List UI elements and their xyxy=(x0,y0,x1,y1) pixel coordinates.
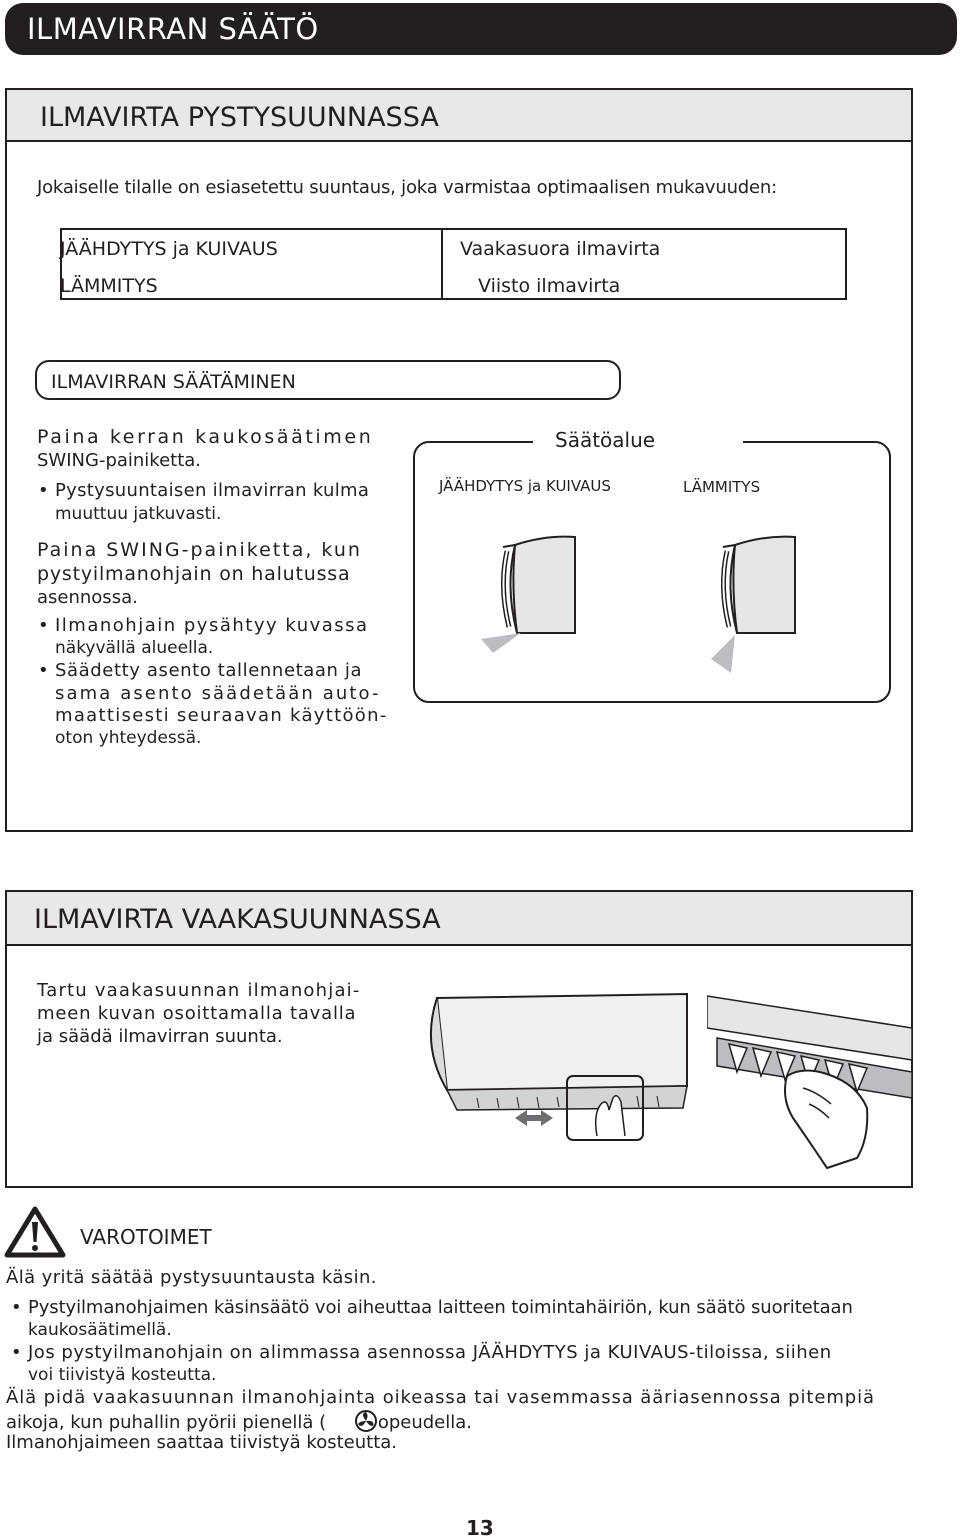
caution-text: opeudella. xyxy=(377,1412,473,1433)
table-row-mode: LÄMMITYS xyxy=(60,275,158,297)
bullet-line: oton yhteydessä. xyxy=(55,728,202,748)
table-row-flow: Vaakasuora ilmavirta xyxy=(460,238,661,260)
caution-bullet-line: kaukosäätimellä. xyxy=(28,1320,172,1340)
caution-title: VAROTOIMET xyxy=(80,1225,212,1249)
adjust-range-diagram xyxy=(413,428,891,703)
step1-line: SWING-painiketta. xyxy=(37,450,202,471)
bullet-line: muuttuu jatkuvasti. xyxy=(55,504,222,524)
vertical-section-header xyxy=(7,90,911,142)
caution-line: Ilmanohjaimeen saattaa tiivistyä kosteutta. xyxy=(6,1432,398,1453)
range-label-cool: JÄÄHDYTYS ja KUIVAUS xyxy=(439,477,611,495)
caution-bullet-line: • Jos pystyilmanohjain on alimmassa asennossa JÄÄHDYTYS ja KUIVAUS-tiloissa, siihen xyxy=(28,1342,832,1363)
caution-text: aikoja, kun puhallin pyörii pienellä ( xyxy=(6,1412,327,1433)
vertical-section-title: ILMAVIRTA PYSTYSUUNNASSA xyxy=(40,102,439,133)
bullet-line: • Ilmanohjain pysähtyy kuvassa xyxy=(55,615,369,636)
bullet-line: • Pystysuuntaisen ilmavirran kulma xyxy=(55,480,369,501)
bullet-line: • Säädetty asento tallennetaan ja xyxy=(55,660,362,681)
louver-closeup-illustration xyxy=(707,988,912,1178)
caution-bullet-line: voi tiivistyä kosteutta. xyxy=(28,1365,217,1385)
fan-icon xyxy=(354,1409,378,1433)
caution-bullet-line: • Pystyilmanohjaimen käsinsäätö voi aiheuttaa laitteen toimintahäiriön, kun säätö suoritetaan xyxy=(28,1297,853,1318)
step1-line: Paina kerran kaukosäätimen xyxy=(37,426,374,448)
caution-line xyxy=(6,1409,472,1433)
step2-line: asennossa. xyxy=(37,587,138,608)
range-title: Säätöalue xyxy=(555,428,656,452)
caution-line: Älä pidä vaakasuunnan ilmanohjainta oikeassa tai vasemmassa ääriasennossa pitempiä xyxy=(6,1387,875,1408)
step2-line: pystyilmanohjain on halutussa xyxy=(37,563,351,585)
bullet-line: maattisesti seuraavan käyttöön- xyxy=(55,705,388,726)
adjust-subheader xyxy=(35,360,621,400)
bullet-line: sama asento säädetään auto- xyxy=(55,683,381,704)
caution-line: Älä yritä säätää pystysuuntausta käsin. xyxy=(6,1267,377,1288)
page-number: 13 xyxy=(466,1516,494,1540)
horizontal-text-line: ja säädä ilmavirran suunta. xyxy=(37,1026,283,1047)
horizontal-text-line: Tartu vaakasuunnan ilmanohjai- xyxy=(37,980,361,1001)
page-header xyxy=(5,3,957,55)
table-divider xyxy=(441,230,443,298)
table-row-flow: Viisto ilmavirta xyxy=(478,275,621,297)
heating-unit-illustration xyxy=(685,527,825,687)
range-label-heat: LÄMMITYS xyxy=(683,478,761,496)
horizontal-text-line: meen kuvan osoittamalla tavalla xyxy=(37,1003,357,1024)
adjust-title: ILMAVIRRAN SÄÄTÄMINEN xyxy=(51,371,296,393)
horizontal-section-header xyxy=(7,892,911,946)
page-title: ILMAVIRRAN SÄÄTÖ xyxy=(27,12,319,46)
horizontal-section-title: ILMAVIRTA VAAKASUUNNASSA xyxy=(34,904,441,935)
step2-line: Paina SWING-painiketta, kun xyxy=(37,539,362,561)
preset-table xyxy=(60,228,847,300)
vertical-airflow-section xyxy=(5,88,913,832)
horizontal-airflow-section xyxy=(5,890,913,1188)
vertical-intro-text: Jokaiselle tilalle on esiasetettu suuntaus, joka varmistaa optimaalisen mukavuuden: xyxy=(37,177,777,198)
indoor-unit-illustration xyxy=(417,986,697,1156)
warning-triangle-icon xyxy=(4,1206,66,1258)
table-row-mode: JÄÄHDYTYS ja KUIVAUS xyxy=(60,238,278,260)
bullet-line: näkyvällä alueella. xyxy=(55,638,214,658)
cooling-unit-illustration xyxy=(465,527,605,667)
